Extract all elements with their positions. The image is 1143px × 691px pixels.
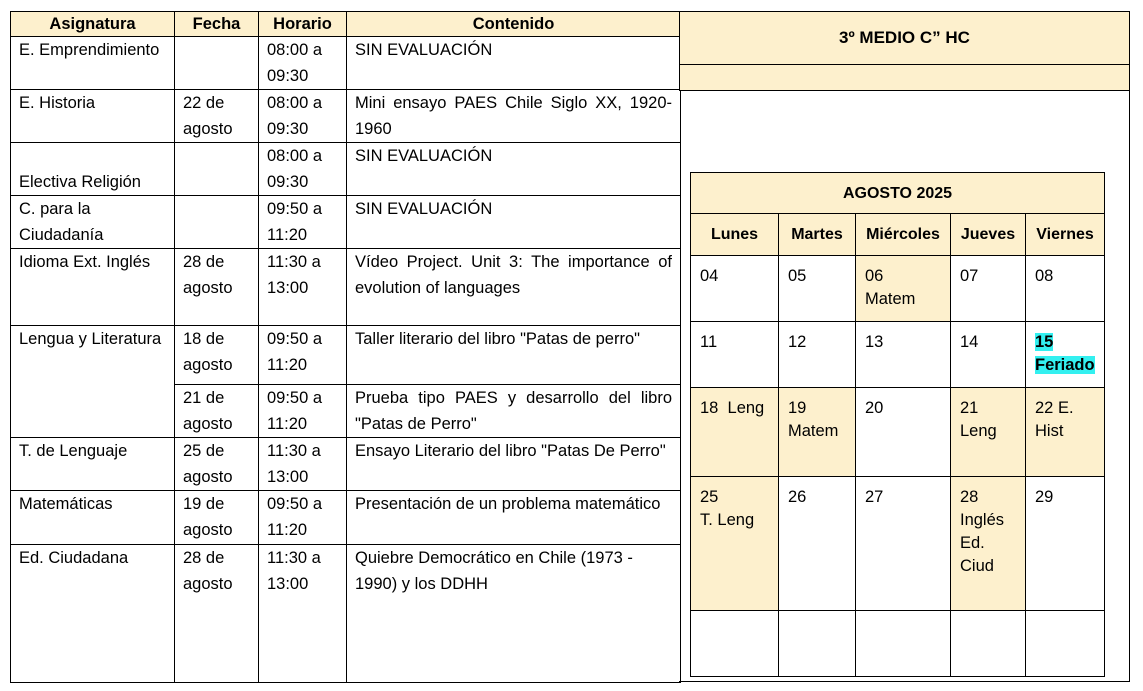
day-name-jueves: Jueves: [951, 214, 1026, 256]
day-number: 12: [788, 333, 807, 351]
cell-horario: 09:50 a 11:20: [259, 196, 347, 249]
cell-contenido: Taller literario del libro "Patas de perro": [347, 326, 681, 385]
calendar-day: [1026, 256, 1105, 322]
day-note: Inglés Ed. Ciud: [960, 511, 1005, 575]
evaluation-schedule-table: [10, 11, 681, 683]
calendar-day-empty: [856, 611, 951, 677]
cell-contenido: Ensayo Literario del libro "Patas De Perro": [347, 438, 681, 491]
cell-horario: 08:00 a 09:30: [259, 90, 347, 143]
day-number: 27: [865, 488, 884, 506]
calendar-day-empty: [779, 611, 856, 677]
calendar-day-empty: [1026, 611, 1105, 677]
column-header-asignatura: Asignatura: [11, 12, 175, 37]
class-label-box: [679, 11, 1130, 91]
calendar-day: [1026, 477, 1105, 611]
day-number: 28: [960, 488, 979, 506]
cell-fecha: 22 de agosto: [175, 90, 259, 143]
calendar-day: [779, 388, 856, 477]
day-note: Matem: [788, 422, 839, 440]
cell-asignatura: C. para la Ciudadanía: [11, 196, 175, 249]
cell-contenido: SIN EVALUACIÓN: [347, 37, 681, 90]
calendar-day: [779, 256, 856, 322]
calendar-week: [691, 322, 1105, 388]
cell-horario: 11:30 a 13:00: [259, 249, 347, 326]
cell-asignatura: Electiva Religión: [11, 143, 175, 196]
calendar-day: [856, 477, 951, 611]
day-name-lunes: Lunes: [691, 214, 779, 256]
table-row: [11, 143, 681, 196]
table-row: [11, 196, 681, 249]
cell-horario: 11:30 a 13:00: [259, 438, 347, 491]
calendar-day: [1026, 388, 1105, 477]
day-number: 06: [865, 267, 884, 285]
calendar-day: [691, 388, 779, 477]
calendar-day: [951, 388, 1026, 477]
day-number: 13: [865, 333, 884, 351]
cell-horario: 08:00 a 09:30: [259, 143, 347, 196]
cell-fecha: [175, 143, 259, 196]
cell-asignatura: Idioma Ext. Inglés: [11, 249, 175, 326]
calendar-day: [779, 322, 856, 388]
table-row: [11, 90, 681, 143]
day-number: 19: [788, 399, 807, 417]
month-calendar: [690, 172, 1105, 677]
cell-asignatura: E. Emprendimiento: [11, 37, 175, 90]
cell-fecha: 21 de agosto: [175, 385, 259, 438]
class-label: 3º MEDIO C” HC: [680, 12, 1130, 65]
day-name-miercoles: Miércoles: [856, 214, 951, 256]
table-header-row: [11, 12, 681, 37]
cell-fecha: [175, 37, 259, 90]
day-note: Leng: [960, 422, 997, 440]
day-note: Leng: [727, 399, 765, 417]
column-header-horario: Horario: [259, 12, 347, 37]
calendar-day: [691, 256, 779, 322]
day-number: 22: [1035, 399, 1054, 417]
cell-contenido: Presentación de un problema matemático: [347, 491, 681, 545]
day-name-viernes: Viernes: [1026, 214, 1105, 256]
calendar-week: [691, 611, 1105, 677]
calendar-day: [691, 322, 779, 388]
day-number: 18: [700, 399, 719, 417]
cell-contenido: Mini ensayo PAES Chile Siglo XX, 1920-1960: [347, 90, 681, 143]
day-number: 25: [700, 488, 719, 506]
calendar-week: [691, 477, 1105, 611]
cell-asignatura: Matemáticas: [11, 491, 175, 545]
cell-fecha: 19 de agosto: [175, 491, 259, 545]
cell-fecha: 28 de agosto: [175, 249, 259, 326]
table-row: [11, 545, 681, 683]
cell-horario: 08:00 a 09:30: [259, 37, 347, 90]
cell-contenido: Vídeo Project. Unit 3: The importance of evolution of languages: [347, 249, 681, 326]
calendar-day: [951, 322, 1026, 388]
cell-fecha: 25 de agosto: [175, 438, 259, 491]
cell-asignatura: Lengua y Literatura: [11, 326, 175, 438]
cell-horario: 11:30 a 13:00: [259, 545, 347, 683]
calendar-month-title: AGOSTO 2025: [691, 173, 1105, 214]
day-number: 04: [700, 267, 719, 285]
day-number: 07: [960, 267, 979, 285]
day-number: 15: [1035, 333, 1054, 351]
cell-asignatura: Ed. Ciudadana: [11, 545, 175, 683]
calendar-day-empty: [951, 611, 1026, 677]
cell-asignatura: T. de Lenguaje: [11, 438, 175, 491]
cell-asignatura: E. Historia: [11, 90, 175, 143]
day-number: 14: [960, 333, 979, 351]
cell-contenido: SIN EVALUACIÓN: [347, 196, 681, 249]
day-number: 05: [788, 267, 807, 285]
cell-horario: 09:50 a 11:20: [259, 326, 347, 385]
day-name-martes: Martes: [779, 214, 856, 256]
cell-horario: 09:50 a 11:20: [259, 385, 347, 438]
day-number: 08: [1035, 267, 1054, 285]
cell-contenido: SIN EVALUACIÓN: [347, 143, 681, 196]
cell-fecha: 18 de agosto: [175, 326, 259, 385]
calendar-day: [951, 477, 1026, 611]
table-row: [11, 326, 681, 385]
holiday-label: Feriado: [1035, 356, 1095, 374]
calendar-day-holiday: [1026, 322, 1105, 388]
calendar-day-empty: [691, 611, 779, 677]
calendar-day: [951, 256, 1026, 322]
calendar-day: [856, 388, 951, 477]
table-row: [11, 37, 681, 90]
day-note: T. Leng: [700, 511, 755, 529]
cell-horario: 09:50 a 11:20: [259, 491, 347, 545]
table-row: [11, 438, 681, 491]
calendar-week: [691, 256, 1105, 322]
day-number: 26: [788, 488, 807, 506]
day-number: 11: [700, 333, 718, 351]
column-header-contenido: Contenido: [347, 12, 681, 37]
cell-contenido: Quiebre Democrático en Chile (1973 - 1990) y los DDHH: [347, 545, 681, 683]
cell-fecha: 28 de agosto: [175, 545, 259, 683]
calendar-day: [856, 256, 951, 322]
table-row: [11, 249, 681, 326]
day-note: Matem: [865, 290, 916, 308]
calendar-day: [779, 477, 856, 611]
class-label-spacer: [680, 65, 1130, 91]
calendar-day: [856, 322, 951, 388]
column-header-fecha: Fecha: [175, 12, 259, 37]
calendar-day-names: [691, 214, 1105, 256]
table-row: [11, 491, 681, 545]
day-note: E. Hist: [1035, 399, 1074, 440]
calendar-day: [691, 477, 779, 611]
calendar-week: [691, 388, 1105, 477]
day-number: 20: [865, 399, 884, 417]
day-number: 21: [960, 399, 979, 417]
day-number: 29: [1035, 488, 1054, 506]
cell-contenido: Prueba tipo PAES y desarrollo del libro "Patas de Perro": [347, 385, 681, 438]
cell-fecha: [175, 196, 259, 249]
